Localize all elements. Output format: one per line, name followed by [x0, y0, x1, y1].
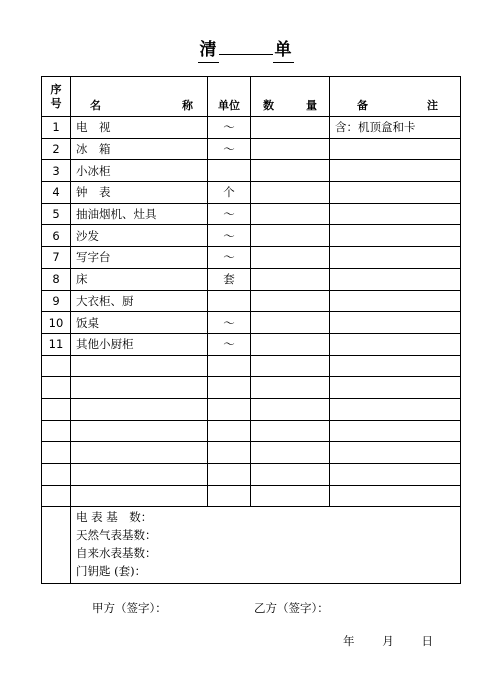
item-name	[71, 420, 208, 442]
header-note-left: 备	[357, 99, 368, 112]
row-number: 1	[42, 117, 71, 139]
item-unit: ～	[208, 225, 251, 247]
item-note	[330, 377, 461, 399]
row-number	[42, 377, 71, 399]
table-row	[42, 312, 461, 334]
table-row	[42, 290, 461, 312]
table-body	[42, 117, 461, 507]
header-unit: 单位	[208, 77, 251, 117]
item-quantity	[251, 290, 330, 312]
item-name: 其他小厨柜	[71, 333, 208, 355]
item-note	[330, 442, 461, 464]
item-quantity	[251, 485, 330, 507]
item-quantity	[251, 225, 330, 247]
item-note	[330, 290, 461, 312]
table-row	[42, 138, 461, 160]
row-number: 9	[42, 290, 71, 312]
item-unit	[208, 290, 251, 312]
item-unit: ～	[208, 247, 251, 269]
item-unit: 套	[208, 268, 251, 290]
item-unit: ～	[208, 203, 251, 225]
item-note	[330, 355, 461, 377]
row-number: 3	[42, 160, 71, 182]
table-row	[42, 203, 461, 225]
item-name: 大衣柜、厨	[71, 290, 208, 312]
title-char-2: 单	[273, 38, 294, 63]
item-note	[330, 398, 461, 420]
row-number	[42, 442, 71, 464]
item-quantity	[251, 160, 330, 182]
meter-readings-cell	[71, 507, 461, 584]
header-note	[330, 77, 461, 117]
item-note	[330, 182, 461, 204]
item-quantity	[251, 182, 330, 204]
table-row	[42, 247, 461, 269]
item-unit	[208, 464, 251, 486]
item-unit	[208, 485, 251, 507]
item-name: 床	[71, 268, 208, 290]
item-name: 抽油烟机、灶具	[71, 203, 208, 225]
gas-meter-label: 天然气表基数：	[76, 528, 157, 543]
item-unit: ～	[208, 138, 251, 160]
item-quantity	[251, 420, 330, 442]
item-unit	[208, 420, 251, 442]
table-row	[42, 398, 461, 420]
item-name	[71, 398, 208, 420]
row-number: 5	[42, 203, 71, 225]
item-unit	[208, 398, 251, 420]
item-note: 含：机顶盒和卡	[330, 117, 461, 139]
row-number: 7	[42, 247, 71, 269]
item-note	[330, 268, 461, 290]
item-name	[71, 442, 208, 464]
row-number	[42, 420, 71, 442]
table-header-row	[42, 77, 461, 117]
item-quantity	[251, 442, 330, 464]
table-row	[42, 333, 461, 355]
item-quantity	[251, 333, 330, 355]
item-quantity	[251, 312, 330, 334]
door-keys-label: 门钥匙 (套)：	[76, 564, 147, 579]
header-name	[71, 77, 208, 117]
item-name	[71, 464, 208, 486]
item-note	[330, 312, 461, 334]
party-b-signature: 乙方（签字）：	[254, 601, 329, 615]
item-note	[330, 203, 461, 225]
date-line	[343, 633, 433, 649]
item-quantity	[251, 203, 330, 225]
item-quantity	[251, 464, 330, 486]
item-unit: 个	[208, 182, 251, 204]
row-number: 6	[42, 225, 71, 247]
item-name	[71, 485, 208, 507]
row-number: 8	[42, 268, 71, 290]
table-row	[42, 420, 461, 442]
item-quantity	[251, 138, 330, 160]
table-row	[42, 485, 461, 507]
item-unit	[208, 160, 251, 182]
header-name-right: 称	[182, 99, 193, 112]
date-month: 月	[382, 634, 394, 648]
item-quantity	[251, 268, 330, 290]
party-a-signature: 甲方（签字）：	[92, 601, 167, 615]
item-name: 钟 表	[71, 182, 208, 204]
header-qty-left: 数	[263, 99, 274, 112]
row-number	[42, 485, 71, 507]
item-note	[330, 333, 461, 355]
item-quantity	[251, 247, 330, 269]
row-number: 4	[42, 182, 71, 204]
header-no-line1: 序	[50, 82, 62, 96]
table-row	[42, 117, 461, 139]
title-gap	[219, 53, 273, 55]
header-qty-right: 量	[306, 99, 317, 112]
table-row	[42, 442, 461, 464]
row-number: 11	[42, 333, 71, 355]
table-row	[42, 268, 461, 290]
footer-row	[42, 507, 461, 584]
item-name	[71, 377, 208, 399]
item-name: 写字台	[71, 247, 208, 269]
row-number	[42, 398, 71, 420]
item-quantity	[251, 398, 330, 420]
item-unit	[208, 442, 251, 464]
item-name: 电 视	[71, 117, 208, 139]
date-day: 日	[421, 634, 433, 648]
table-row	[42, 377, 461, 399]
inventory-table	[41, 76, 461, 584]
table-row	[42, 160, 461, 182]
electric-meter-label: 电 表 基 数：	[76, 510, 153, 525]
item-name: 沙发	[71, 225, 208, 247]
table-row	[42, 355, 461, 377]
item-quantity	[251, 377, 330, 399]
item-name: 小冰柜	[71, 160, 208, 182]
water-meter-label: 自来水表基数：	[76, 546, 157, 561]
item-note	[330, 420, 461, 442]
item-unit: ～	[208, 117, 251, 139]
document-title	[0, 38, 491, 63]
row-number	[42, 355, 71, 377]
item-note	[330, 160, 461, 182]
item-note	[330, 225, 461, 247]
item-note	[330, 247, 461, 269]
item-note	[330, 464, 461, 486]
item-unit	[208, 377, 251, 399]
header-no-line2: 号	[50, 96, 62, 110]
item-unit: ～	[208, 312, 251, 334]
item-name: 冰 箱	[71, 138, 208, 160]
header-no	[42, 77, 71, 117]
row-number	[42, 464, 71, 486]
item-unit: ～	[208, 333, 251, 355]
date-year: 年	[343, 634, 355, 648]
header-qty	[251, 77, 330, 117]
table-row	[42, 464, 461, 486]
item-name: 饭桌	[71, 312, 208, 334]
item-note	[330, 138, 461, 160]
footer-blank-cell	[42, 507, 71, 584]
title-char-1: 清	[198, 38, 219, 63]
table-row	[42, 182, 461, 204]
item-quantity	[251, 355, 330, 377]
row-number: 2	[42, 138, 71, 160]
item-name	[71, 355, 208, 377]
item-note	[330, 485, 461, 507]
table-row	[42, 225, 461, 247]
item-quantity	[251, 117, 330, 139]
header-name-left: 名	[90, 99, 101, 112]
row-number: 10	[42, 312, 71, 334]
item-unit	[208, 355, 251, 377]
header-note-right: 注	[427, 99, 438, 112]
